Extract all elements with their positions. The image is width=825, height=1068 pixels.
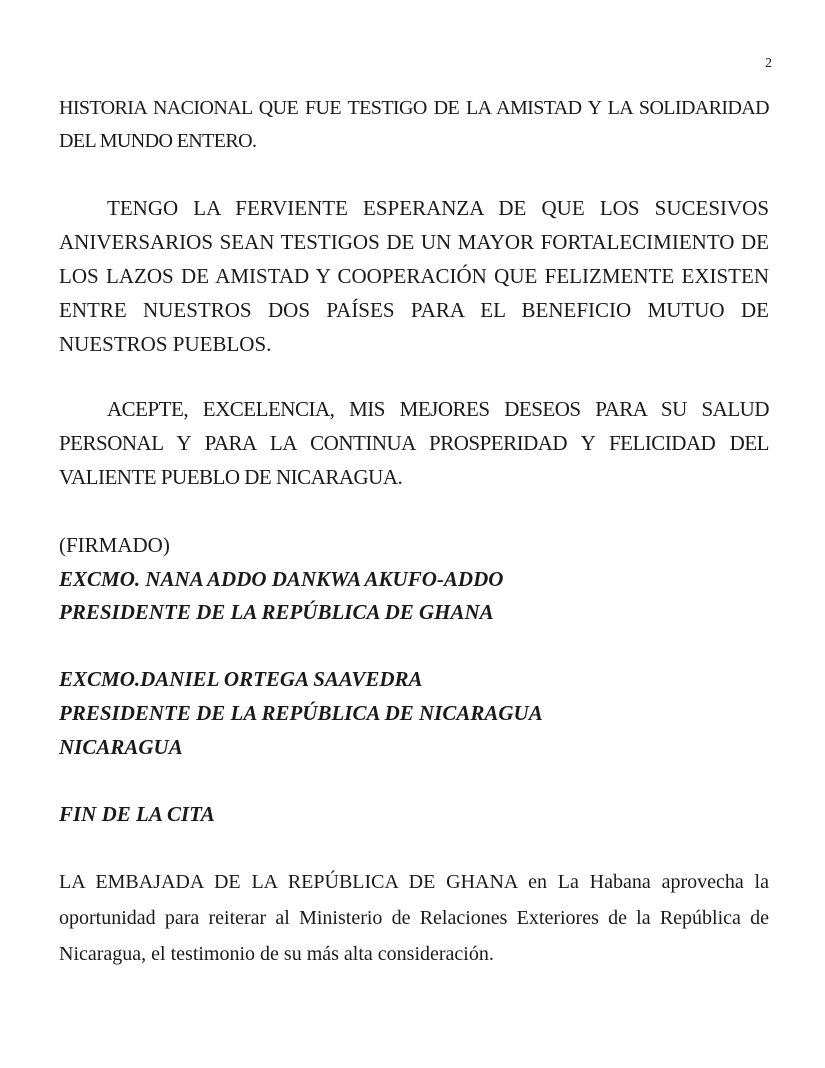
closing-paragraph: LA EMBAJADA DE LA REPÚBLICA DE GHANA en La Habana aprovecha la oportunidad para reiterar al Ministerio de Relaciones Exteriores de la República de Nicaragua, el testimonio de su más alta consideración. [59,871,769,965]
paragraph-hope: TENGO LA FERVIENTE ESPERANZA DE QUE LOS SUCESIVOS ANIVERSARIOS SEAN TESTIGOS DE UN MAYOR FORTALECIMIENTO DE LOS LAZOS DE AMISTAD Y COOPERACIÓN QUE FELIZMENTE EXISTEN ENTRE NUESTROS DOS PAÍSES PARA EL BENEFICIO MUTUO DE NUESTROS PUEBLOS. [59,196,769,356]
recipient-name: EXCMO.DANIEL ORTEGA SAAVEDRA [59,667,423,691]
recipient-title: PRESIDENTE DE LA REPÚBLICA DE NICARAGUA [59,701,543,725]
page-number: 2 [765,56,772,71]
paragraph-wishes: ACEPTE, EXCELENCIA, MIS MEJORES DESEOS PARA SU SALUD PERSONAL Y PARA LA CONTINUA PROSPERIDAD Y FELICIDAD DEL VALIENTE PUEBLO DE NICARAGUA. [59,397,769,489]
signed-label: (FIRMADO) [59,533,170,557]
end-quote: FIN DE LA CITA [59,802,215,826]
paragraph-history: HISTORIA NACIONAL QUE FUE TESTIGO DE LA AMISTAD Y LA SOLIDARIDAD DEL MUNDO ENTERO. [59,97,769,152]
recipient-country: NICARAGUA [59,735,183,759]
sender-title: PRESIDENTE DE LA REPÚBLICA DE GHANA [59,600,494,624]
sender-name: EXCMO. NANA ADDO DANKWA AKUFO-ADDO [59,567,504,591]
